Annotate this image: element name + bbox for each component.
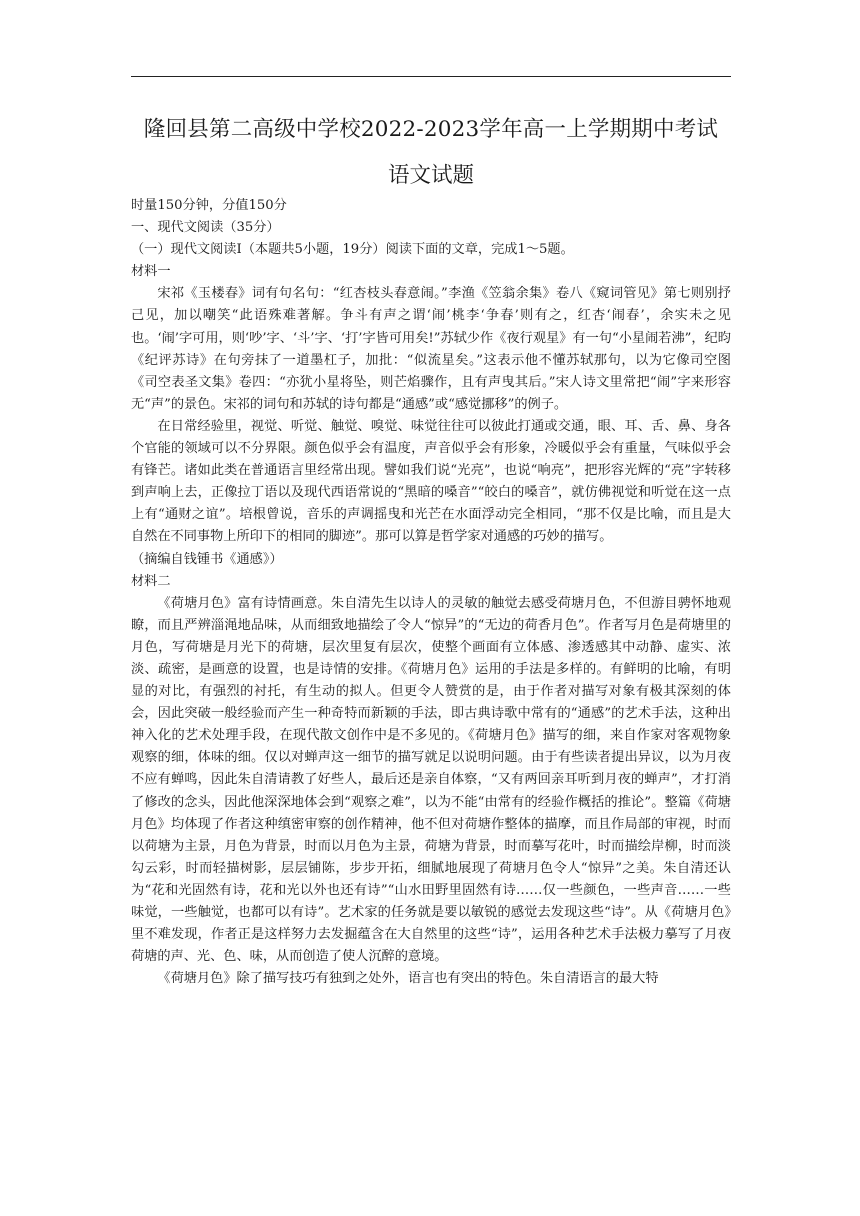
paragraph: 《荷塘月色》富有诗情画意。朱自清先生以诗人的灵敏的触觉去感受荷塘月色，不但游目骋怀地观瞭，而且严辨淄渑地品味，从而细致地描绘了令人“惊异”的“无边的荷香月色”。作者写月色是荷塘里的月色，写荷塘是月光下的荷塘，层次里复有层次，使整个画面有立体感、渗透感其中动静、虚实、浓淡、疏密，是画意的设置，也是诗情的安排。《荷塘月色》运用的手法是多样的。有鲜明的比喻，有明显的对比，有强烈的衬托，有生动的拟人。但更令人赞赏的是，由于作者对描写对象有极其深刻的体会，因此突破一般经验而产生一种奇特而新颖的手法，即古典诗歌中常有的“通感”的艺术手法，这种出神入化的艺术处理手段，在现代散文创作中是不多见的。《荷塘月色》描写的细，来自作家对客观物象观察的细，体味的细。仅以对蝉声这一细节的描写就足以说明问题。由于有些读者提出异议，以为月夜不应有蝉鸣，因此朱自清请教了好些人，最后还是亲自体察，“又有两回亲耳听到月夜的蝉声”，才打消了修改的念头，因此他深深地体会到“观察之难”，以为不能“由常有的经验作概括的推论”。整篇《荷塘月色》均体现了作者这种缜密审察的创作精神，他不但对荷塘作整体的描摩，而且作局部的审视，时而以荷塘为主景，月色为背景，时而以月色为主景，荷塘为背景，时而摹写花叶，时而描绘岸柳，时而淡勾云彩，时而轻描树影，层层铺陈，步步开拓，细腻地展现了荷塘月色令人“惊异”之美。朱自清还认为“花和光固然有诗，花和光以外也还有诗”“山水田野里固然有诗……仅一些颜色，一些声音……一些味觉，一些触觉，也都可以有诗”。艺术家的任务就是要以敏锐的感觉去发现这些“诗”。从《荷塘月色》里不难发现，作者正是这样努力去发掘蕴含在大自然里的这些“诗”，运用各种艺术手法极力摹写了月夜荷塘的声、光、色、味，从而创造了使人沉醉的意境。 [131,595,731,965]
source-citation: （摘编自钱锺书《通感》） [131,551,283,567]
paragraph: 《荷塘月色》除了描写技巧有独到之处外，语言也有突出的特色。朱自清语言的最大特 [157,971,659,987]
section-heading: 一、现代文阅读（35分） [131,220,280,236]
subsection-heading: （一）现代文阅读Ⅰ（本题共5小题，19分）阅读下面的文章，完成1～5题。 [131,242,574,258]
material-label: 材料一 [131,264,171,280]
exam-meta: 时量150分钟，分值150分 [131,198,287,213]
paragraph: 在日常经验里，视觉、听觉、触觉、嗅觉、味觉往往可以彼此打通或交通，眼、耳、舌、鼻、身各个官能的领域可以不分界限。颜色似乎会有温度，声音似乎会有形象，冷暖似乎会有重量，气味似乎会有锋芒。诸如此类在普通语言里经常出现。譬如我们说“光亮”，也说“响亮”，把形容光辉的“亮”字转移到声响上去，正像拉丁语以及现代西语常说的“黑暗的嗓音”“皎白的嗓音”，就仿佛视觉和听觉在这一点上有“通财之谊”。培根曾说，音乐的声调摇曳和光芒在水面浮动完全相同，“那不仅是比喻，而且是大自然在不同事物上所印下的相同的脚迹”。那可以算是哲学家对通感的巧妙的描写。 [131,418,731,545]
exam-title: 隆回县第二高级中学校2022-2023学年高一上学期期中考试 [143,117,719,142]
material-label: 材料二 [131,573,171,589]
paragraph: 宋祁《玉楼春》词有句名句：“红杏枝头春意闹。”李渔《笠翁余集》卷八《窥词管见》第七则别抒己见，加以嘲笑“此语殊难著解。争斗有声之谓‘闹’桃李‘争春’则有之，红杏‘闹春’，余实未之见也。‘闹’字可用，则‘吵’字、‘斗’字、‘打’字皆可用矣!”苏轼少作《夜行观星》有一句“小星闹若沸”，纪昀《纪评苏诗》在句旁抹了一道墨杠子，加批：“似流星矣。”这表示他不懂苏轼那句，以为它像司空图《司空表圣文集》卷四：“亦犹小星将坠，则芒焰骤作，且有声曳其后。”宋人诗文里常把“闹”字来形容无“声”的景色。宋祁的词句和苏轼的诗句都是“通感”或“感觉挪移”的例子。 [131,286,731,412]
exam-content [131,195,731,990]
header-rule [131,76,731,77]
exam-subtitle: 语文试题 [387,163,474,188]
